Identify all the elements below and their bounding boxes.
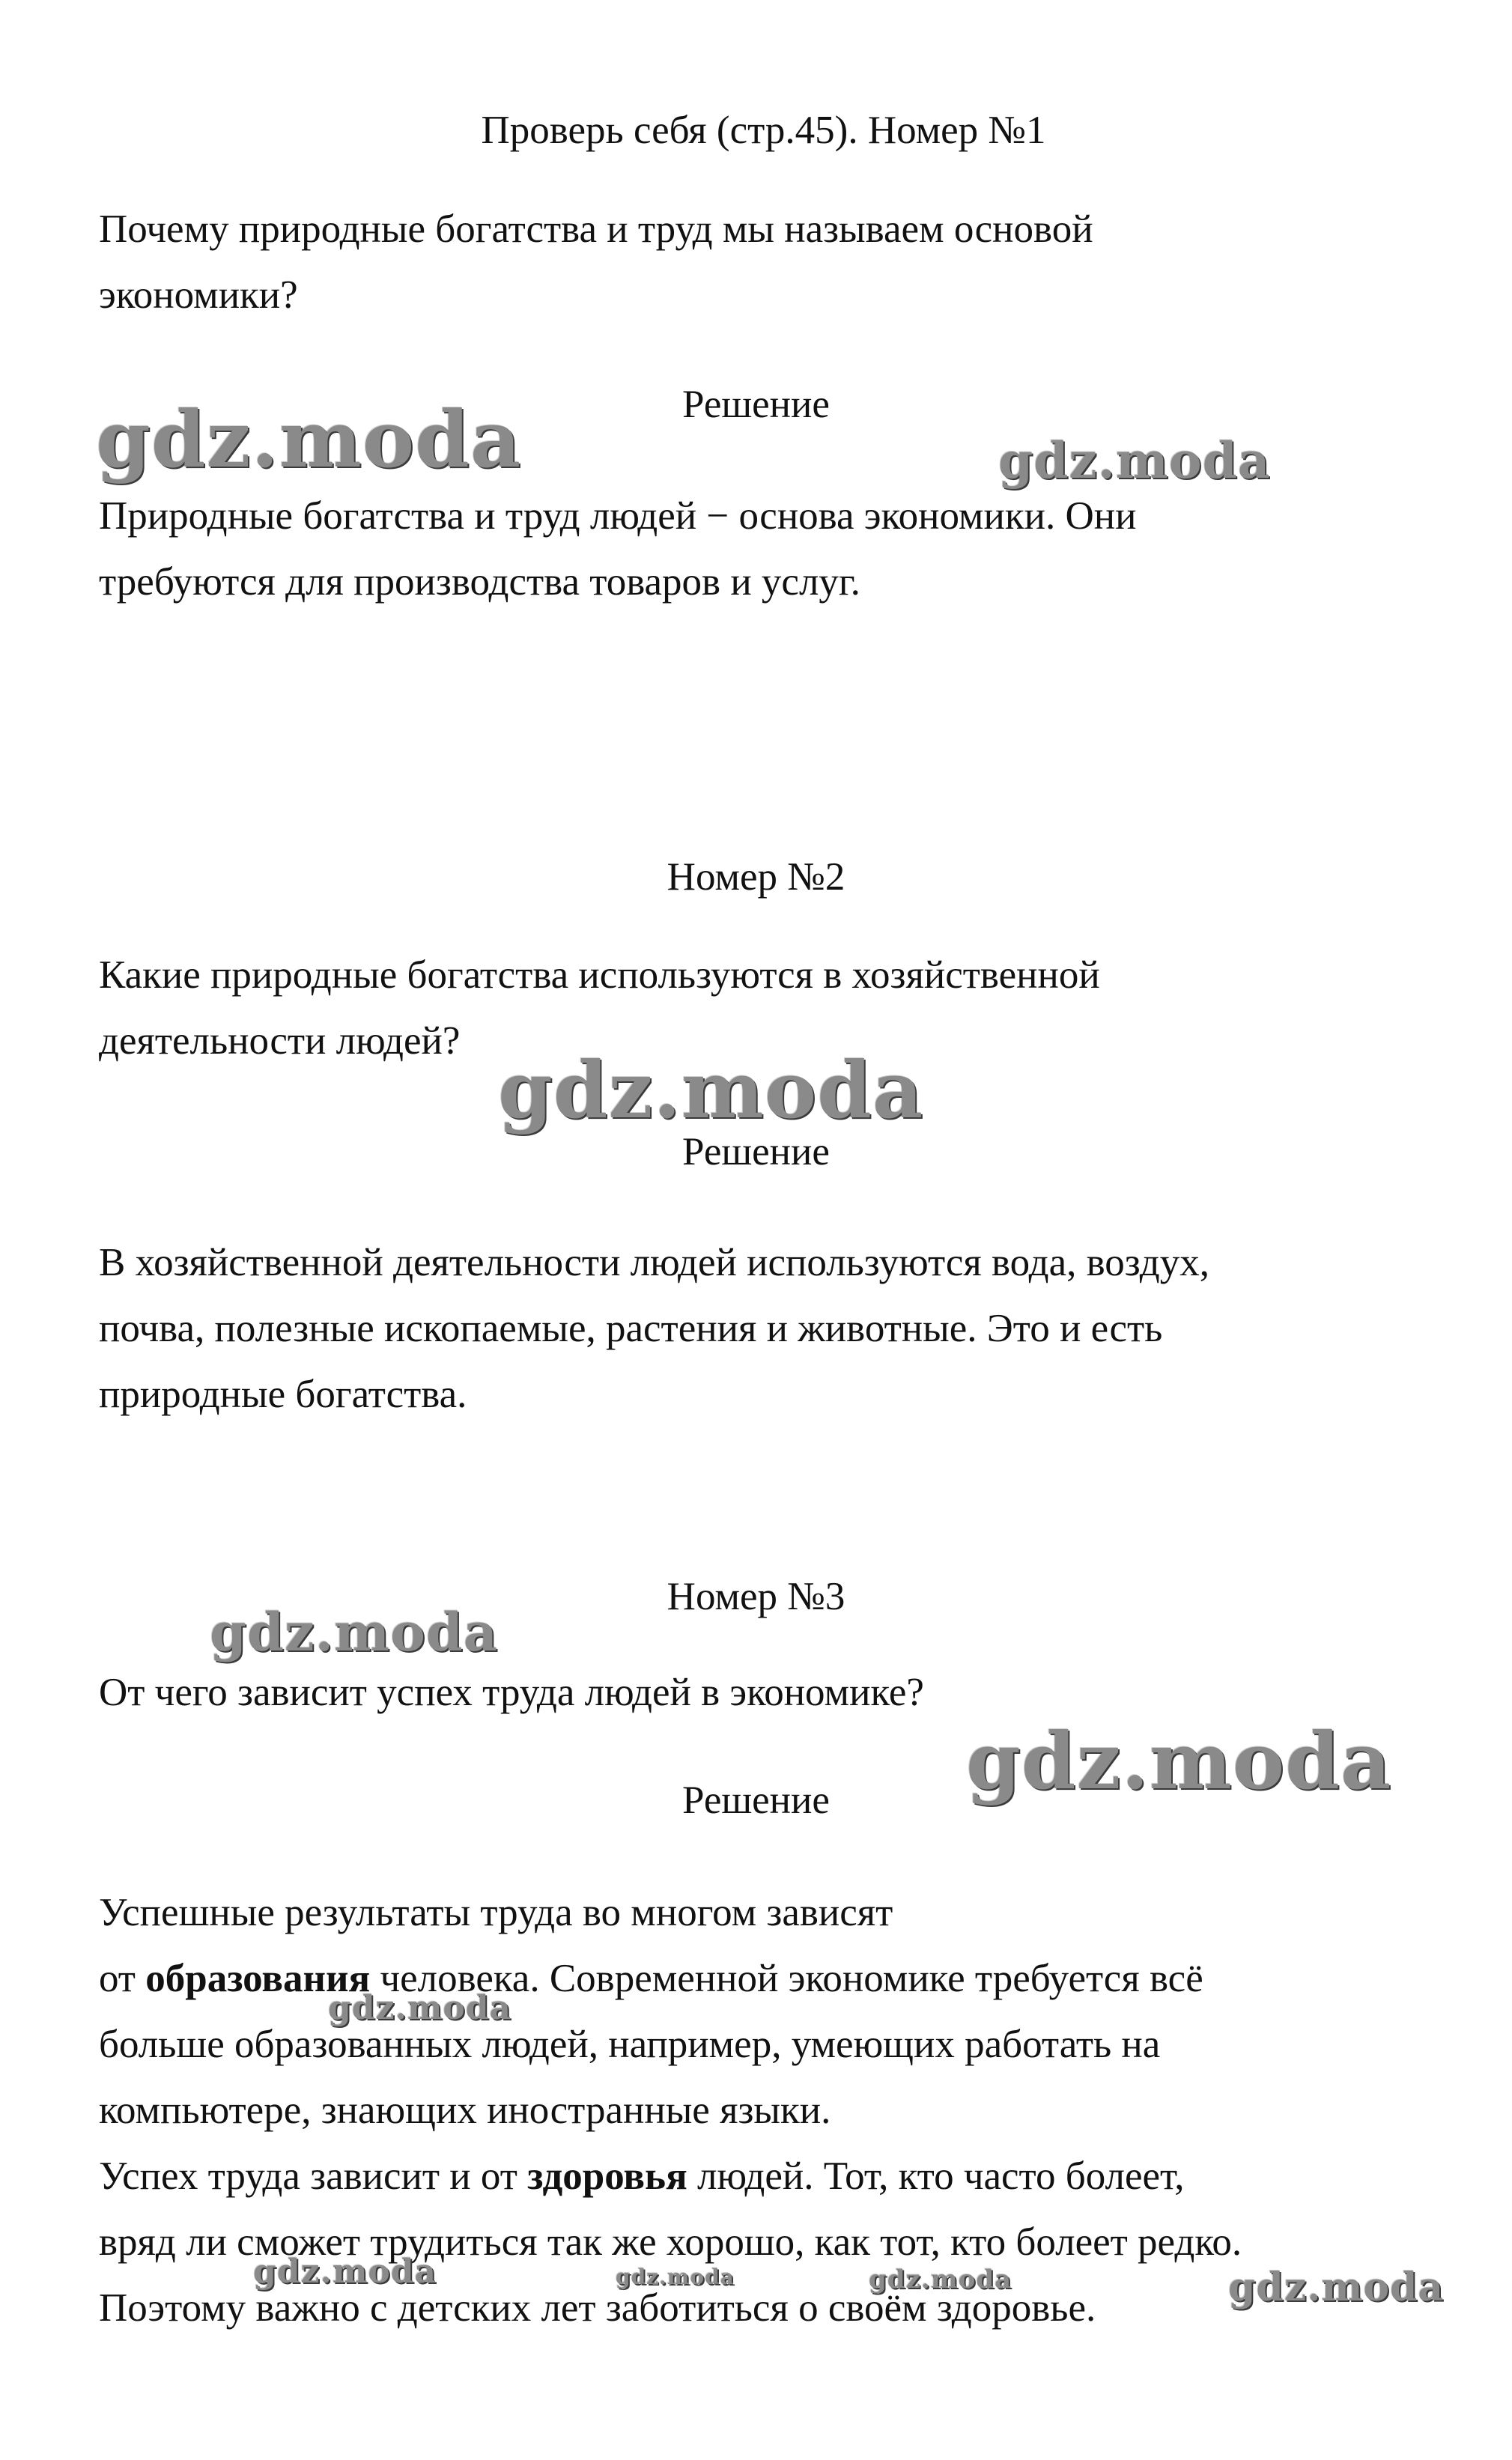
watermark-logo: gdz.moda bbox=[210, 1601, 499, 1663]
solution-heading-3: Решение bbox=[682, 1779, 830, 1822]
answer-3-line-3: больше образованных людей, например, умеющих работать на bbox=[99, 2023, 1161, 2066]
question-1-text-cont: экономики? bbox=[99, 273, 298, 317]
question-3-heading: Номер №3 bbox=[667, 1575, 845, 1618]
page-title: Проверь себя (стр.45). Номер №1 bbox=[481, 109, 1046, 152]
keyword-education: образования bbox=[145, 1957, 371, 2000]
watermark-logo: gdz.moda bbox=[998, 431, 1271, 490]
watermark-logo: gdz.moda bbox=[869, 2265, 1012, 2295]
question-2-heading: Номер №2 bbox=[667, 855, 845, 899]
question-2-text-cont: деятельности людей? bbox=[99, 1019, 461, 1063]
answer-1-text: Природные богатства и труд людей − основа экономики. Они bbox=[99, 494, 1137, 538]
answer-3-line-6: вряд ли сможет трудиться так же хорошо, как тот, кто болеет редко. bbox=[99, 2220, 1242, 2264]
question-2-text: Какие природные богатства используются в хозяйственной bbox=[99, 953, 1100, 997]
answer-3-line-1: Успешные результаты труда во многом зависят bbox=[99, 1891, 893, 1934]
watermark-logo: gdz.moda bbox=[498, 1044, 924, 1136]
keyword-health: здоровья bbox=[527, 2154, 687, 2198]
watermark-logo: gdz.moda bbox=[1228, 2265, 1445, 2310]
answer-3-line-7: Поэтому важно с детских лет заботиться о своём здоровье. bbox=[99, 2286, 1096, 2330]
question-1-text: Почему природные богатства и труд мы называем основой bbox=[99, 207, 1093, 251]
answer-1-text-cont: требуются для производства товаров и услуг. bbox=[99, 560, 860, 604]
question-3-text: От чего зависит успех труда людей в экономике? bbox=[99, 1671, 924, 1714]
watermark-logo: gdz.moda bbox=[328, 1989, 512, 2027]
watermark-logo: gdz.moda bbox=[966, 1715, 1392, 1807]
watermark-logo: gdz.moda bbox=[96, 393, 522, 485]
answer-3-line-2: от образования человека. Современной экономике требуется всё bbox=[99, 1957, 1203, 2000]
solution-heading-1: Решение bbox=[682, 383, 830, 426]
answer-3-line-5: Успех труда зависит и от здоровья людей. Тот, кто часто болеет, bbox=[99, 2154, 1185, 2198]
answer-2-text: В хозяйственной деятельности людей используются вода, воздух, bbox=[99, 1241, 1209, 1284]
solution-heading-2: Решение bbox=[682, 1130, 830, 1173]
watermark-logo: gdz.moda bbox=[253, 2253, 437, 2291]
answer-2-text-end: природные богатства. bbox=[99, 1373, 467, 1416]
watermark-logo: gdz.moda bbox=[616, 2265, 735, 2289]
answer-2-text-cont: почва, полезные ископаемые, растения и животные. Это и есть bbox=[99, 1307, 1163, 1350]
answer-3-line-4: компьютере, знающих иностранные языки. bbox=[99, 2089, 831, 2132]
